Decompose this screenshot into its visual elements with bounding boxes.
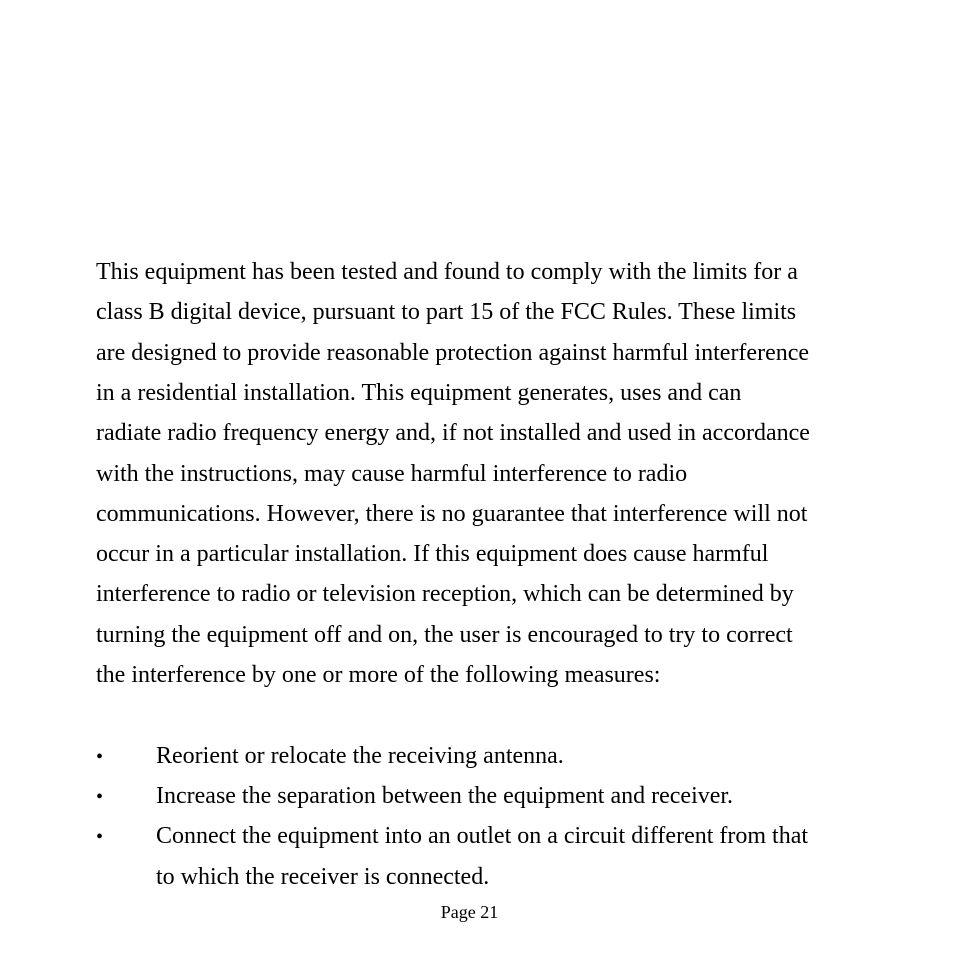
notice-line: are designed to provide reasonable protection against harmful interference — [96, 340, 810, 366]
bullet-icon: • — [96, 746, 104, 768]
notice-line: This equipment has been tested and found to comply with the limits for a — [96, 259, 798, 285]
notice-line: radiate radio frequency energy and, if not installed and used in accordance — [96, 420, 810, 446]
page-number: Page 21 — [440, 902, 499, 922]
list-item-text: Connect the equipment into an outlet on a circuit different from that — [156, 823, 809, 849]
bullet-icon: • — [96, 826, 104, 848]
notice-line: with the instructions, may cause harmful interference to radio — [96, 461, 688, 487]
list-item-text: Reorient or relocate the receiving antenna. — [156, 743, 564, 769]
notice-line: communications. However, there is no guarantee that interference will not — [96, 501, 808, 527]
notice-line: in a residential installation. This equipment generates, uses and can — [96, 380, 742, 406]
list-item-text: to which the receiver is connected. — [156, 864, 490, 890]
notice-line: occur in a particular installation. If this equipment does cause harmful — [96, 541, 769, 567]
notice-line: class B digital device, pursuant to part 15 of the FCC Rules. These limits — [96, 299, 797, 325]
bullet-icon: • — [96, 786, 104, 808]
notice-line: the interference by one or more of the following measures: — [96, 662, 661, 688]
list-item-text: Increase the separation between the equipment and receiver. — [156, 783, 734, 809]
notice-line: interference to radio or television reception, which can be determined by — [96, 581, 794, 607]
notice-line: turning the equipment off and on, the user is encouraged to try to correct — [96, 622, 793, 648]
